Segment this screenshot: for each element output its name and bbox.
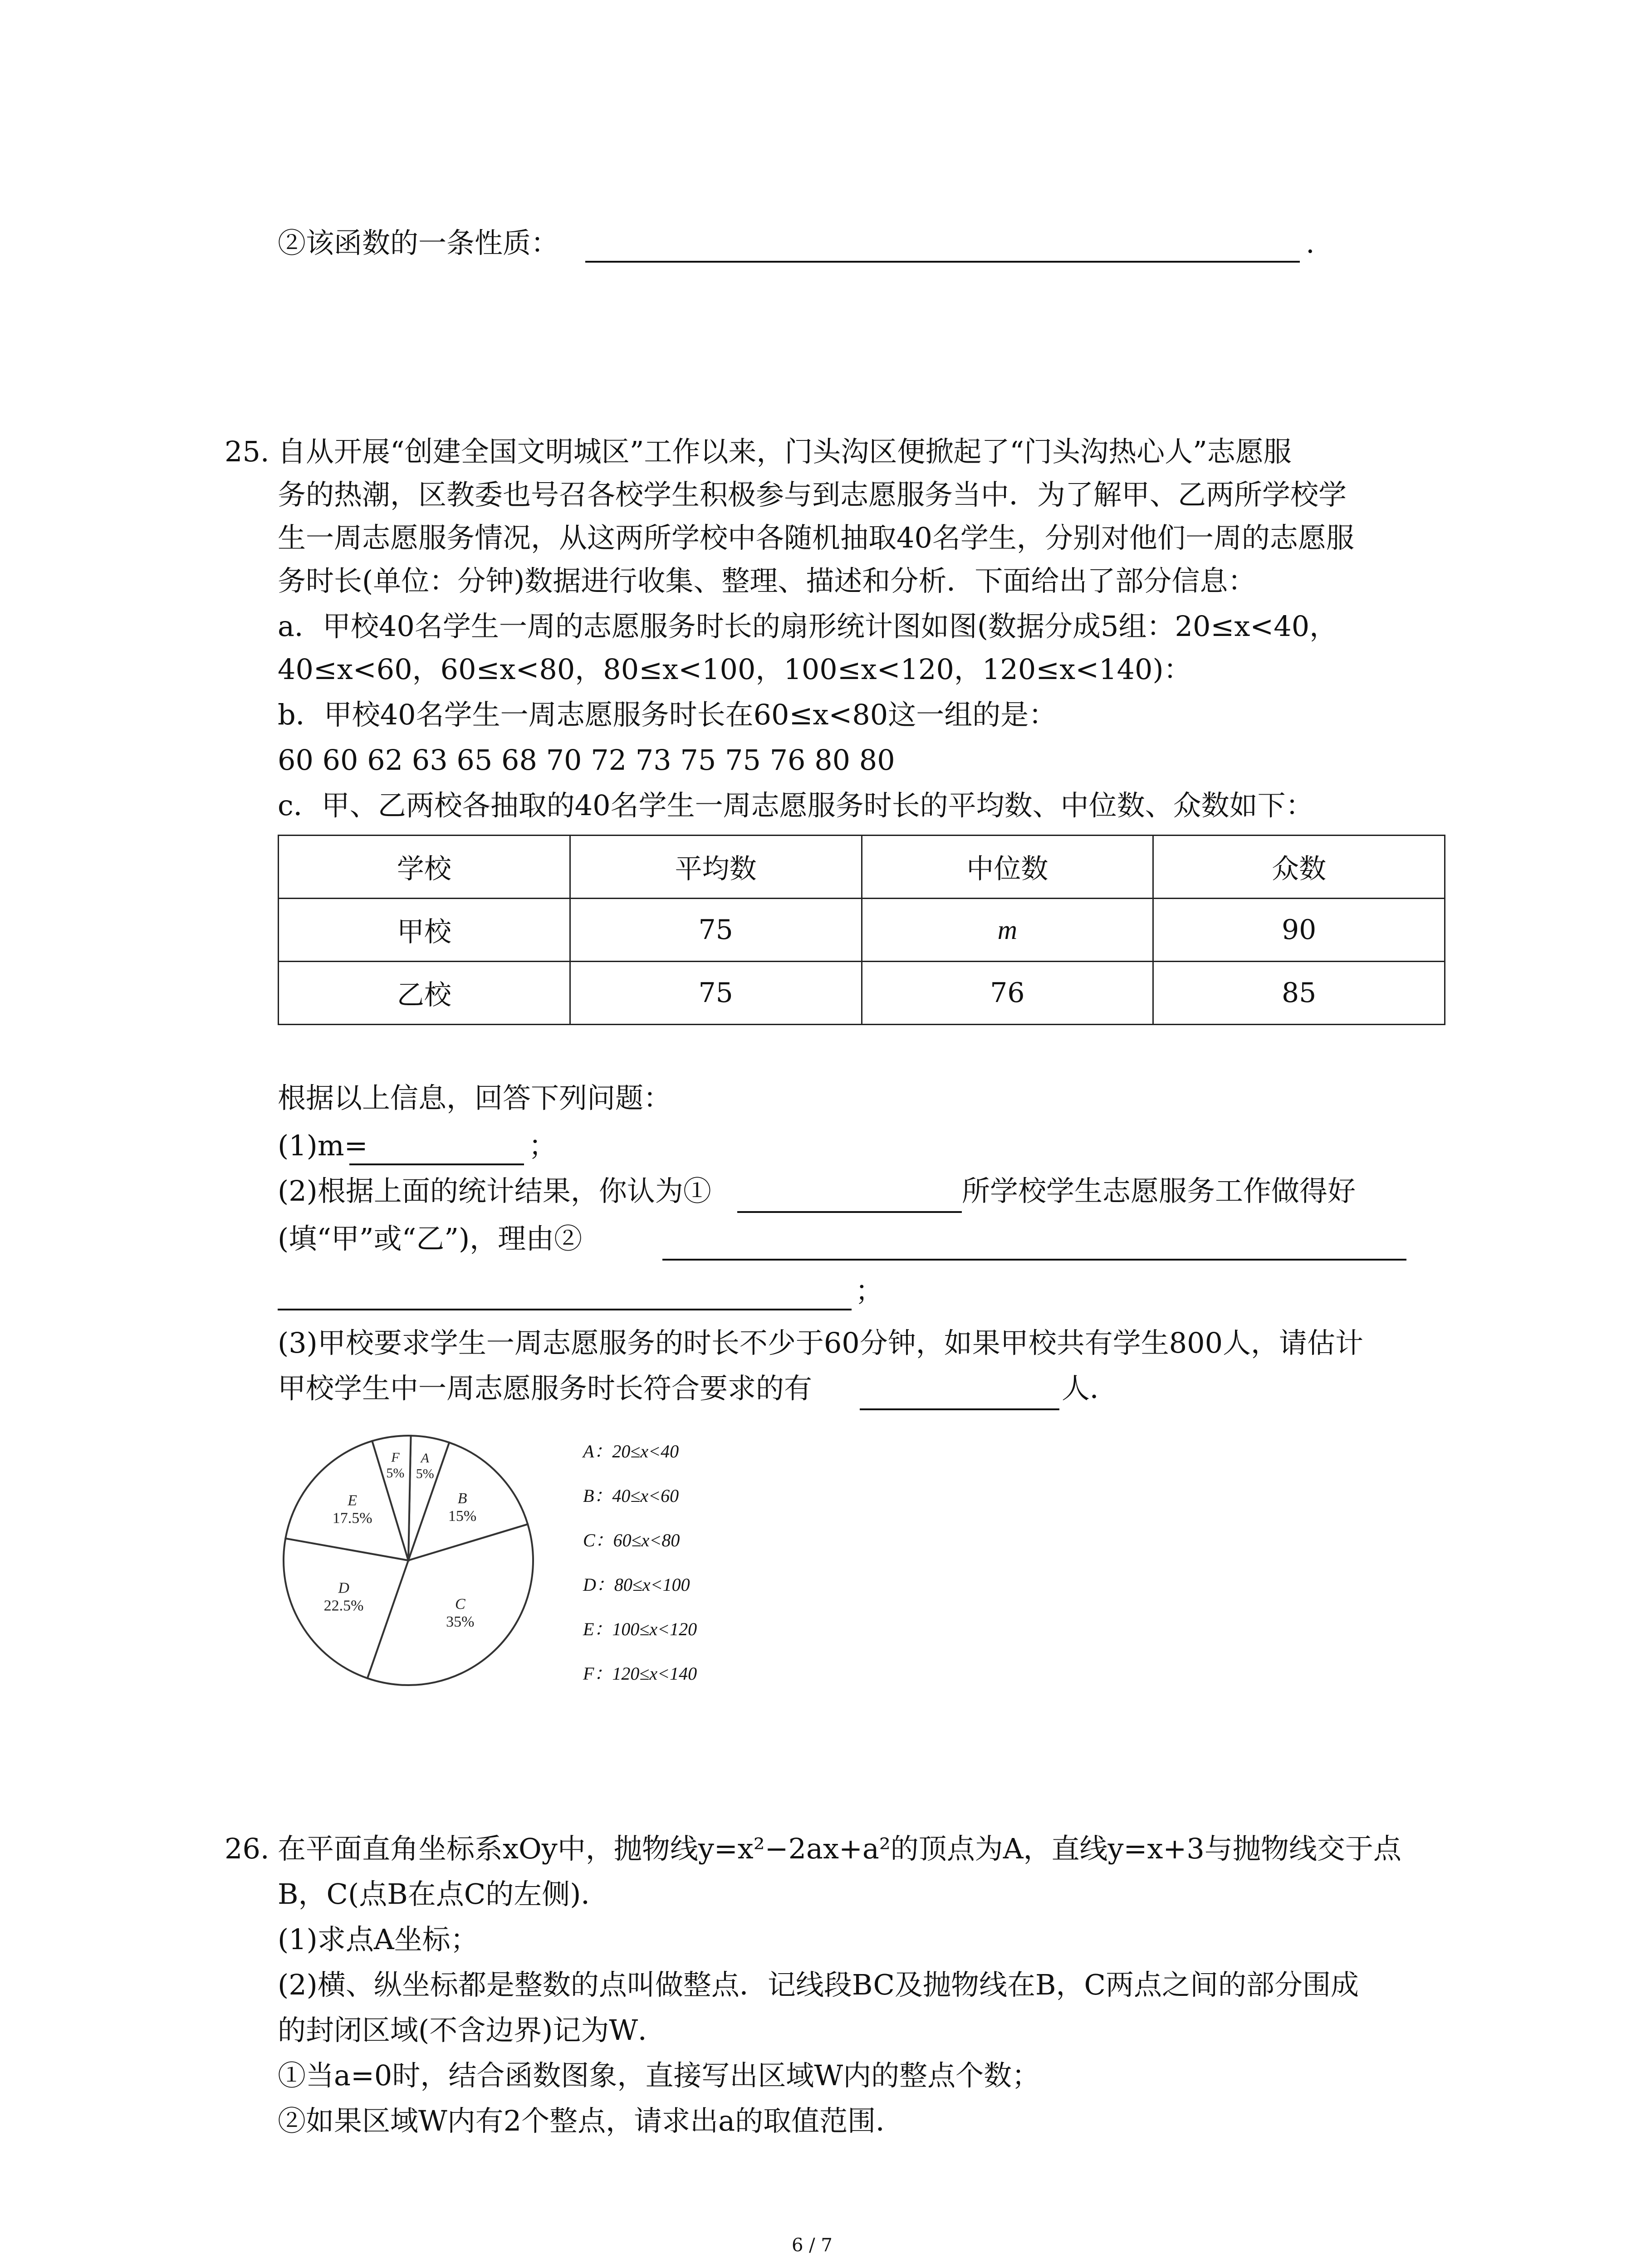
q25-info-a-line2: 40≤x<60，60≤x<80，80≤x<100，100≤x<120，120≤x<140)： [278,653,1192,686]
q25-part3-text-a: 甲校学生中一周志愿服务时长符合要求的有 [278,1372,813,1405]
q25-part2-blank2 [662,1259,1406,1261]
table-row [279,899,1445,962]
pie-slice-percent: 17.5% [332,1510,372,1527]
table-header-cell: 平均数 [570,836,862,899]
q25-line-1: 自从开展“创建全国文明城区”工作以来，门头沟区便掀起了“门头沟热心人”志愿服 [278,435,1292,468]
table-cell: 75 [570,962,862,1025]
q25-part2-text-b: 所学校学生志愿服务工作做得好 [962,1174,1356,1207]
q25-part2-end: ； [855,1274,884,1307]
q25-line-4: 务时长(单位：分钟)数据进行收集、整理、描述和分析．下面给出了部分信息： [278,564,1256,597]
q25-number: 25. [225,435,269,468]
q26-number: 26. [225,1832,269,1865]
legend-item-a: A：20≤x<40 [583,1441,679,1461]
q25-part1-blank [349,1163,524,1165]
pie-slice-percent: 5% [416,1466,434,1481]
q25-part2-blank3 [278,1309,852,1310]
q25-part3-line1: (3)甲校要求学生一周志愿服务的时长不少于60分钟，如果甲校共有学生800人，请估计 [278,1326,1364,1359]
q25-info-c: c．甲、乙两校各抽取的40名学生一周志愿服务时长的平均数、中位数、众数如下： [278,789,1314,822]
q25-part3-blank [860,1408,1059,1410]
q26-part2-line1: (2)横、纵坐标都是整数的点叫做整点．记线段BC及抛物线在B，C两点之间的部分围成 [278,1968,1359,2001]
q25-part2-blank1 [737,1211,962,1213]
q25-prompt: 根据以上信息，回答下列问题： [278,1081,672,1114]
table-cell: 85 [1153,962,1445,1025]
pie-slice-label: C [455,1596,465,1613]
table-row [279,962,1445,1025]
q26-part2-1: ①当a=0时，结合函数图象，直接写出区域W内的整点个数； [278,2059,1040,2092]
table-header-row [279,836,1445,899]
q25-part2-text-a: (2)根据上面的统计结果，你认为① [278,1174,711,1207]
q25-info-b: b．甲校40名学生一周志愿服务时长在60≤x<80这一组的是： [278,698,1057,731]
table-cell: 甲校 [279,899,570,962]
q26-line-2: B，C(点B在点C的左侧)． [278,1877,609,1911]
pie-slice-label: E [348,1492,358,1509]
q26-part2-2: ②如果区域W内有2个整点，请求出a的取值范围． [278,2104,904,2137]
pie-chart [272,1424,1007,1696]
page-number: 6 / 7 [792,2235,833,2256]
q26-line-1: 在平面直角坐标系xOy中，抛物线y=x²−2ax+a²的顶点为A，直线y=x+3与抛物线交于点 [278,1832,1401,1865]
q26-part1: (1)求点A坐标； [278,1923,479,1956]
pie-slice-label: B [457,1490,467,1507]
table-cell: 90 [1153,899,1445,962]
legend-item-f: F：120≤x<140 [583,1663,697,1684]
pie-slice-percent: 5% [386,1466,405,1481]
table-cell: m [862,899,1153,962]
pie-slice-percent: 35% [446,1613,475,1631]
q24-item2: ②该函数的一条性质： [278,226,559,259]
pie-slice-percent: 22.5% [323,1597,364,1614]
pie-slice-label: D [338,1579,349,1597]
q25-part3-text-b: 人． [1062,1372,1118,1405]
q26-part2-line2: 的封闭区域(不含边界)记为W． [278,2014,666,2047]
table-header-cell: 中位数 [862,836,1153,899]
q25-info-a-line1: a．甲校40名学生一周的志愿服务时长的扇形统计图如图(数据分成5组：20≤x<40， [278,610,1338,643]
legend-item-d: D：80≤x<100 [583,1574,690,1595]
table-cell: 75 [570,899,862,962]
legend-item-e: E：100≤x<120 [583,1619,697,1639]
q25-info-b-data: 60 60 62 63 65 68 70 72 73 75 75 76 80 80 [278,743,895,777]
q24-end: . [1306,226,1315,259]
pie-slice-label: A [421,1450,429,1466]
table-cell: 76 [862,962,1153,1025]
legend-item-c: C：60≤x<80 [583,1530,680,1550]
table-header-cell: 学校 [279,836,570,899]
q25-part1-end: ； [529,1129,557,1162]
table-cell: 乙校 [279,962,570,1025]
table-header-cell: 众数 [1153,836,1445,899]
pie-slice-percent: 15% [448,1507,477,1525]
pie-slice-label: F [391,1450,400,1465]
q25-part2-line2: (填“甲”或“乙”)，理由② [278,1222,583,1255]
q24-answer-blank [585,261,1300,263]
q25-line-3: 生一周志愿服务情况，从这两所学校中各随机抽取40名学生，分别对他们一周的志愿服 [278,521,1354,554]
q25-part1-label: (1)m= [278,1129,368,1162]
stats-table [278,835,1445,1025]
legend-item-b: B：40≤x<60 [583,1486,679,1506]
q25-line-2: 务的热潮，区教委也号召各校学生积极参与到志愿服务当中．为了解甲、乙两所学校学 [278,478,1347,511]
